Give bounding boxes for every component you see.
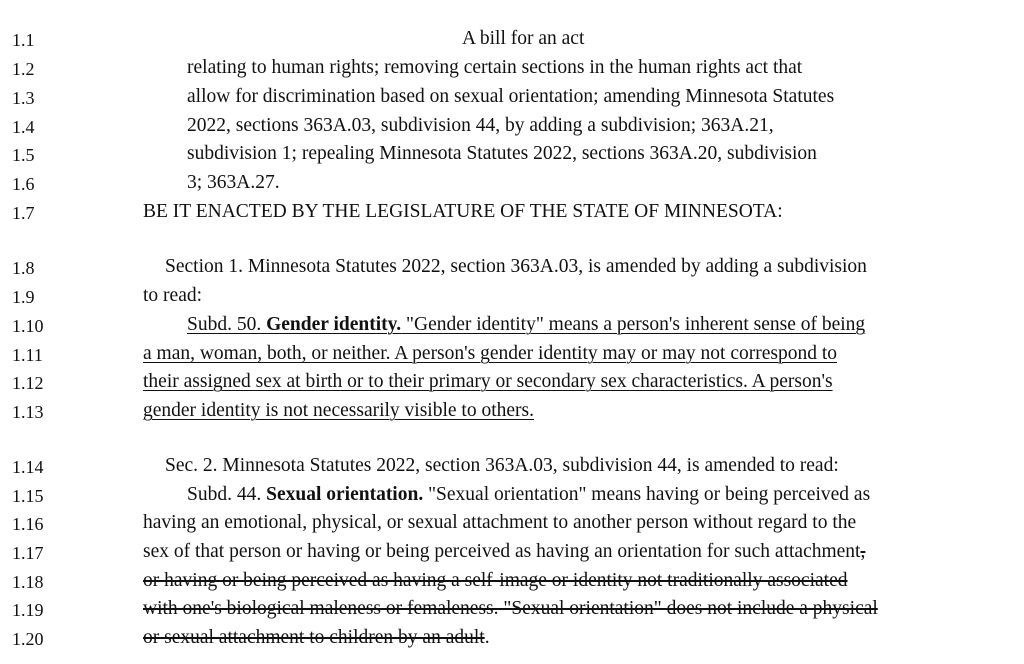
- section2-text-line: having an emotional, physical, or sexual attachment to another person without regard to the: [143, 512, 857, 533]
- subd-number: Subd. 50.: [187, 314, 267, 335]
- section1-subd-line: [187, 314, 865, 336]
- inserted-text-line: a man, woman, both, or neither. A person's gender identity may or may not correspond to: [143, 343, 837, 364]
- preamble-line: 3; 363A.27.: [187, 172, 280, 193]
- section1-intro-cont: to read:: [143, 285, 203, 306]
- subd-number: Subd. 44.: [187, 484, 267, 505]
- line-number: 1.4: [12, 117, 35, 137]
- line-number: 1.15: [12, 486, 44, 506]
- deleted-text: ,: [860, 541, 866, 562]
- line-number: 1.20: [12, 629, 44, 649]
- subd-text: "Sexual orientation" means having or being perceived as: [423, 484, 871, 505]
- preamble-line: 2022, sections 363A.03, subdivision 44, by adding a subdivision; 363A.21,: [187, 115, 774, 136]
- line-number: 1.10: [12, 316, 44, 336]
- deleted-text-line: or having or being perceived as having a self-image or identity not traditionally associated: [143, 570, 848, 591]
- line-number: 1.9: [12, 287, 35, 307]
- bill-title: A bill for an act: [462, 28, 585, 49]
- line-number: 1.7: [12, 203, 35, 223]
- deleted-text-final-line: [143, 627, 490, 649]
- line-number: 1.1: [12, 30, 35, 50]
- line-number: 1.19: [12, 600, 44, 620]
- text-segment: .: [484, 627, 490, 648]
- subd-heading: Sexual orientation.: [266, 484, 424, 505]
- line-number: 1.2: [12, 59, 35, 79]
- line-number: 1.12: [12, 373, 44, 393]
- inserted-text: "Gender identity" means a person's inherent sense of being: [401, 314, 866, 335]
- subd-heading: Gender identity.: [266, 314, 402, 335]
- preamble-line: subdivision 1; repealing Minnesota Statutes 2022, sections 363A.20, subdivision: [187, 143, 817, 164]
- line-number: 1.6: [12, 174, 35, 194]
- text-segment: sex of that person or having or being perceived as having an orientation for such attachment: [143, 541, 861, 562]
- line-number: 1.17: [12, 543, 44, 563]
- section1-intro: Section 1. Minnesota Statutes 2022, section 363A.03, is amended by adding a subdivision: [165, 256, 867, 277]
- section2-intro: Sec. 2. Minnesota Statutes 2022, section 363A.03, subdivision 44, is amended to read:: [165, 455, 839, 476]
- line-number: 1.3: [12, 88, 35, 108]
- line-number: 1.5: [12, 145, 35, 165]
- line-number: 1.13: [12, 402, 44, 422]
- line-number: 1.18: [12, 572, 44, 592]
- inserted-text-line: their assigned sex at birth or to their primary or secondary sex characteristics. A person's: [143, 371, 833, 392]
- deleted-text-line: with one's biological maleness or femaleness. "Sexual orientation" does not include a physical: [143, 598, 878, 619]
- line-number: 1.8: [12, 258, 35, 278]
- section2-subd-line: [187, 484, 870, 506]
- line-number: 1.14: [12, 457, 44, 477]
- section2-text-line: [143, 541, 865, 563]
- deleted-text: or sexual attachment to children by an adult: [143, 627, 485, 648]
- enacting-clause: BE IT ENACTED BY THE LEGISLATURE OF THE STATE OF MINNESOTA:: [143, 201, 783, 222]
- preamble-line: relating to human rights; removing certain sections in the human rights act that: [187, 57, 803, 78]
- line-number: 1.16: [12, 514, 44, 534]
- preamble-line: allow for discrimination based on sexual orientation; amending Minnesota Statutes: [187, 86, 835, 107]
- line-number: 1.11: [12, 345, 43, 365]
- inserted-text-line: gender identity is not necessarily visible to others.: [143, 400, 534, 421]
